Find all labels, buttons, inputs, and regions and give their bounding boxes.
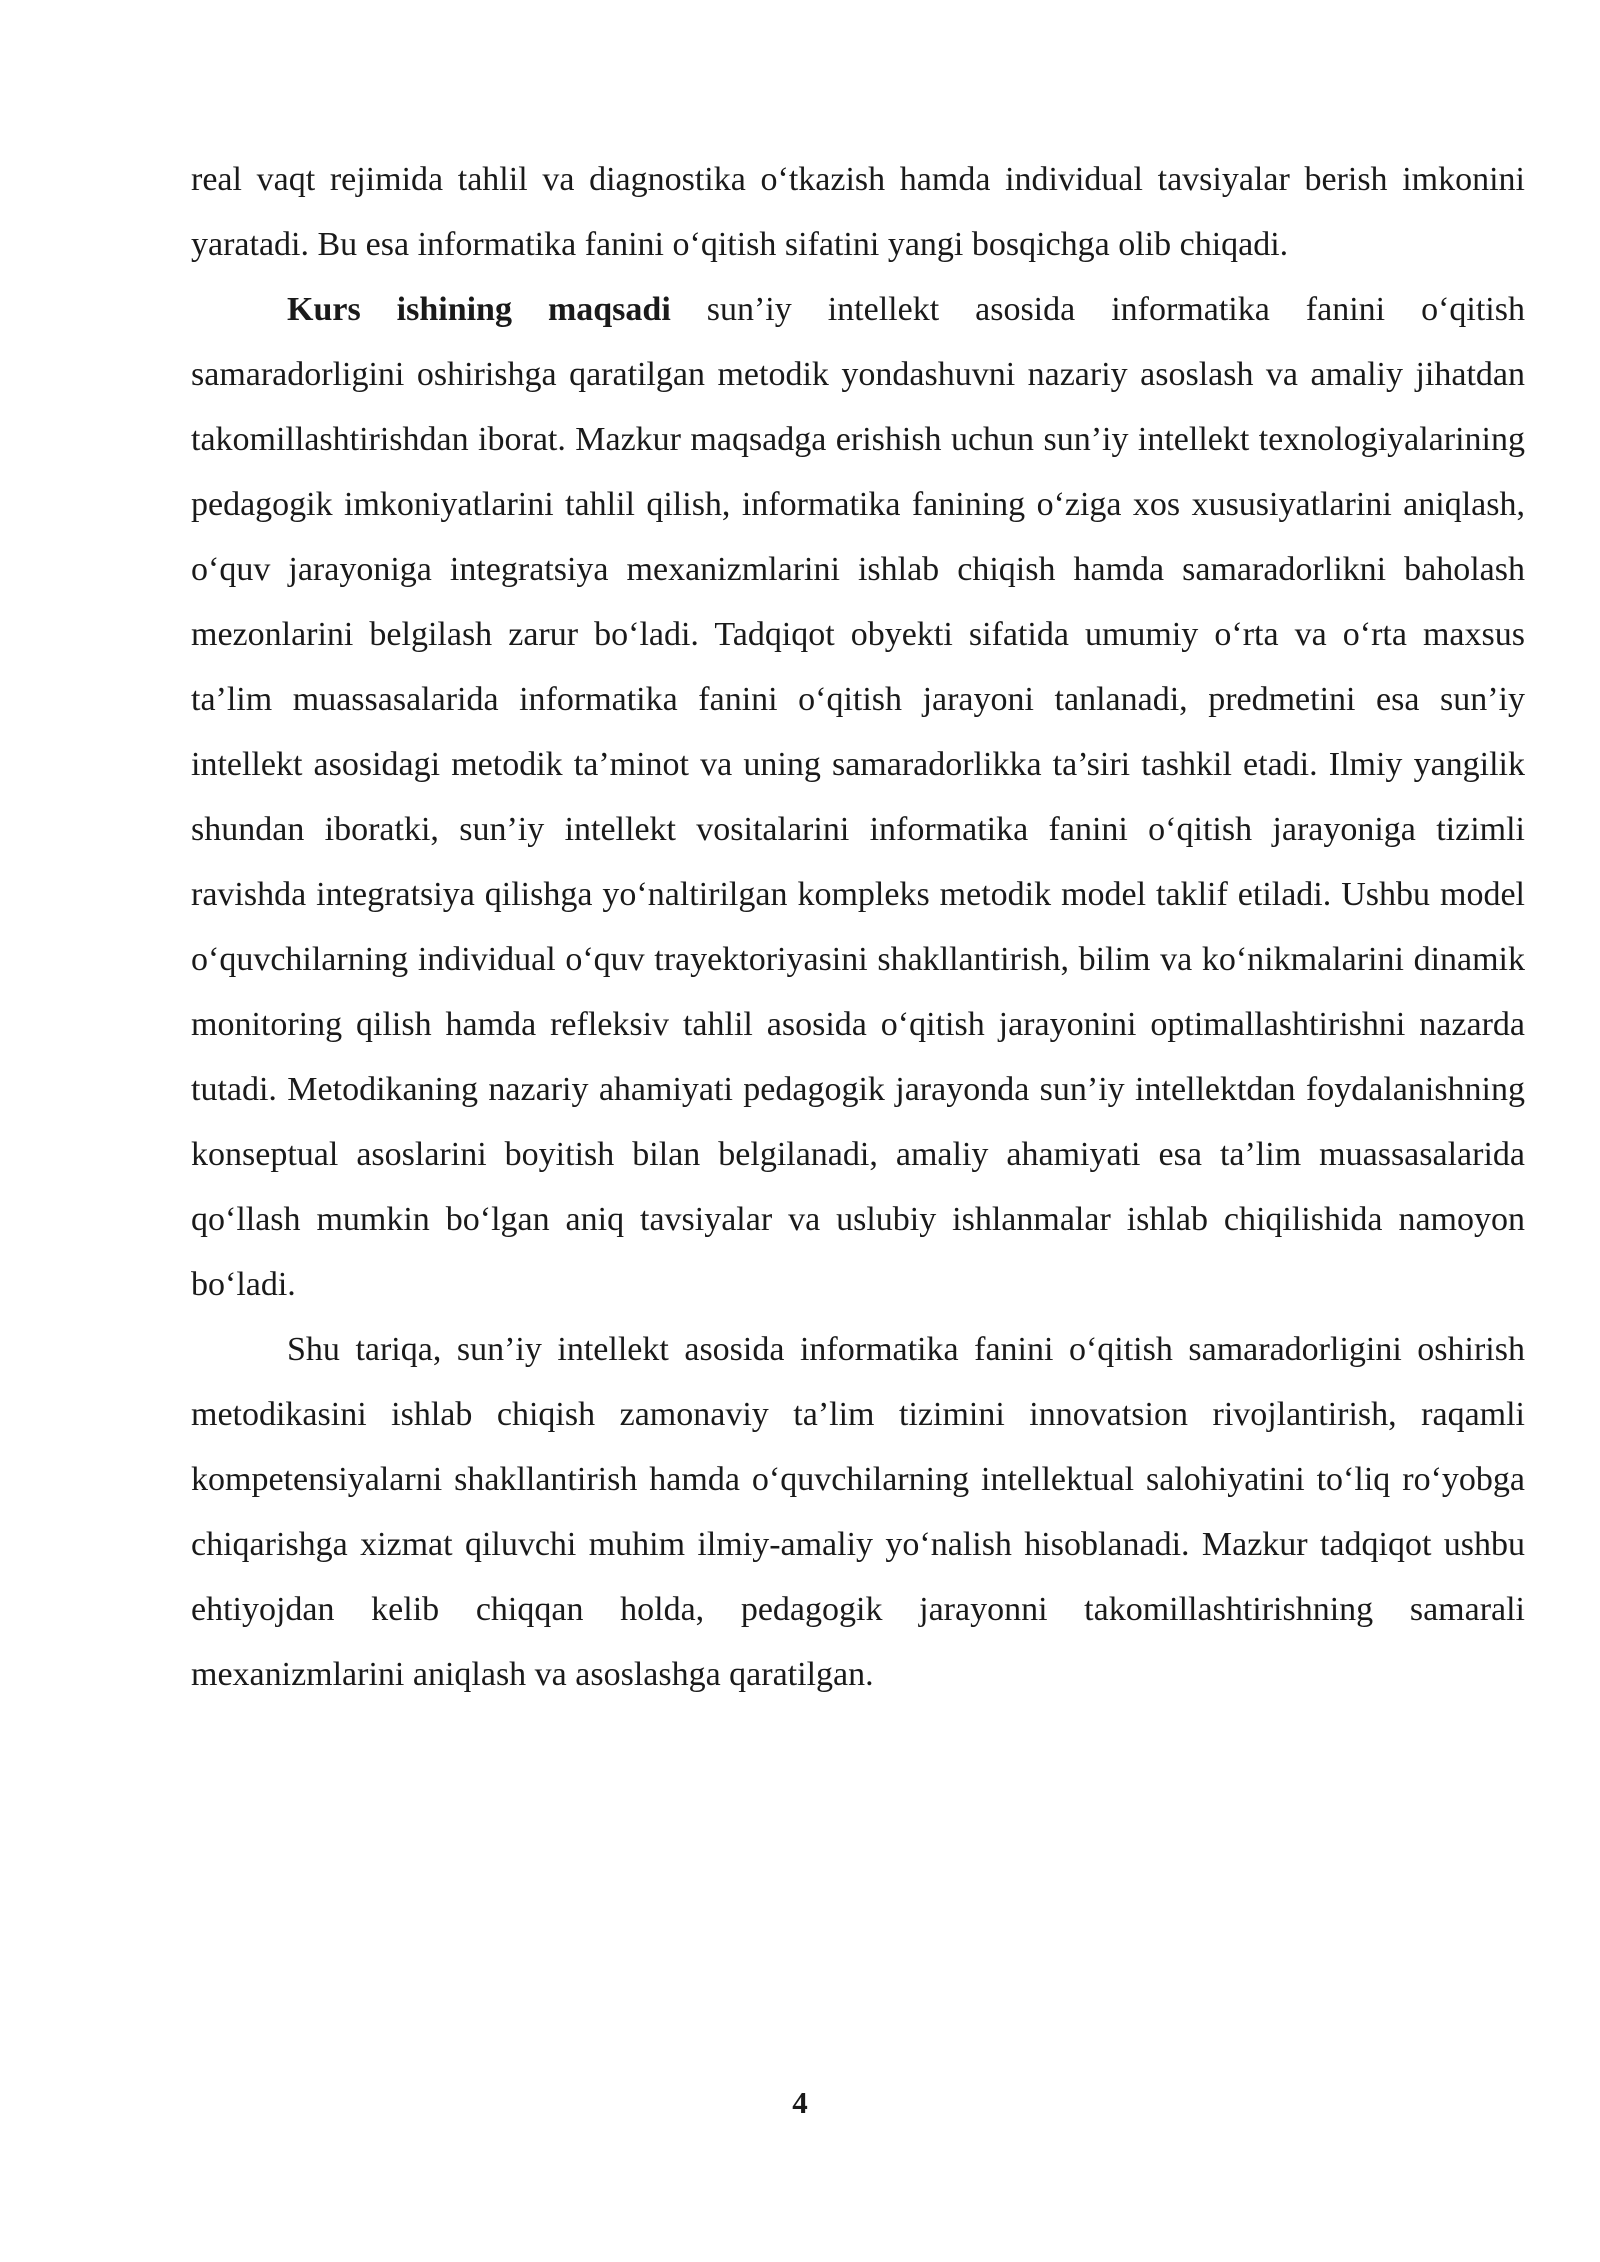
paragraph-3-text: Shu tariqa, sun’iy intellekt asosida informatika fanini o‘qitish samaradorligini oshirish metodikasini ishlab chiqish zamonaviy ta’lim tizimini innovatsion rivojlantirish, raqamli kompetensiyalarni shakllantirish hamda o‘quvchilarning intellektual salohiyatini to‘liq ro‘yobga chiqarishga xizmat qiluvchi muhim ilmiy-amaliy yo‘nalish hisoblanadi. Mazkur tadqiqot ushbu ehtiyojdan kelib chiqqan holda, pedagogik jarayonni takomillashtirishning samarali mexanizmlarini aniqlash va asoslashga qaratilgan. <box>191 1331 1525 1693</box>
paragraph-2-text: sun’iy intellekt asosida informatika fanini o‘qitish samaradorligini oshirishga qaratilgan metodik yondashuvni nazariy asoslash va amaliy jihatdan takomillashtirishdan iborat. Mazkur maqsadga erishish uchun sun’iy intellekt texnologiyalarining pedagogik imkoniyatlarini tahlil qilish, informatika fanining o‘ziga xos xususiyatlarini aniqlash, o‘quv jarayoniga integratsiya mexanizmlarini ishlab chiqish hamda samaradorlikni baholash mezonlarini belgilash zarur bo‘ladi. Tadqiqot obyekti sifatida umumiy o‘rta va o‘rta maxsus ta’lim muassasalarida informatika fanini o‘qitish jarayoni tanlanadi, predmetini esa sun’iy intellekt asosidagi metodik ta’minot va uning samaradorlikka ta’siri tashkil etadi. Ilmiy yangilik shundan iboratki, sun’iy intellekt vositalarini informatika fanini o‘qitish jarayoniga tizimli ravishda integratsiya qilishga yo‘naltirilgan kompleks metodik model taklif etiladi. Ushbu model o‘quvchilarning individual o‘quv trayektoriyasini shakllantirish, bilim va ko‘nikmalarini dinamik monitoring qilish hamda refleksiv tahlil asosida o‘qitish jarayonini optimallashtirishni nazarda tutadi. Metodikaning nazariy ahamiyati pedagogik jarayonda sun’iy intellektdan foydalanishning konseptual asoslarini boyitish bilan belgilanadi, amaliy ahamiyati esa ta’lim muassasalarida qo‘llash mumkin bo‘lgan aniq tavsiyalar va uslubiy ishlanmalar ishlab chiqilishida namoyon bo‘ladi. <box>191 291 1525 1303</box>
document-body <box>191 147 1525 1707</box>
paragraph-1-text: real vaqt rejimida tahlil va diagnostika o‘tkazish hamda individual tavsiyalar berish imkonini yaratadi. Bu esa informatika fanini o‘qitish sifatini yangi bosqichga olib chiqadi. <box>191 161 1525 263</box>
page-number: 4 <box>792 2085 808 2120</box>
paragraph-2-bold-lead: Kurs ishining maqsadi <box>287 291 671 328</box>
paragraph-conclusion <box>191 1317 1525 1707</box>
paragraph-continuation <box>191 147 1525 277</box>
paragraph-course-goal <box>191 277 1525 1317</box>
